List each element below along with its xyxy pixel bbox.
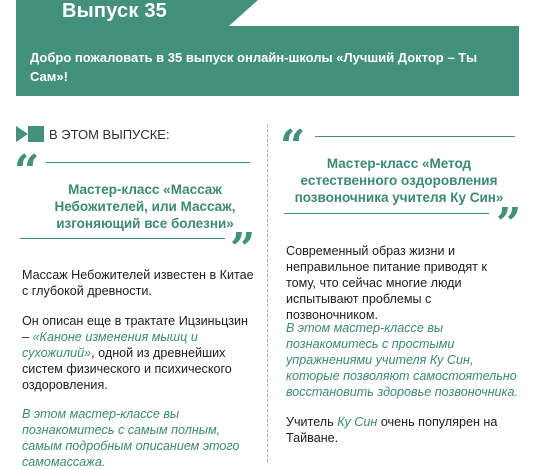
heading-rule-bottom — [20, 238, 225, 239]
welcome-text: Добро пожаловать в 35 выпуск онлайн-школы «Лучший Доктор – Ты Сам»! — [30, 50, 478, 84]
left-article-heading[interactable]: Мастер-класс «Массаж Небожителей, или Массаж, изгоняющий все болезни» — [54, 182, 236, 231]
left-paragraph-2 — [22, 313, 258, 393]
open-quote-icon: “ — [14, 146, 40, 197]
book-title: «Каноне изменения мышц и сухожилий» — [22, 330, 198, 360]
right-paragraph-2: В этом мастер-классе вы познакомитесь с простыми упражнениями учителя Ку Син, которые позволяют самостоятельно восстановить здоровье позвоночника. — [286, 321, 518, 399]
right-p3-text-before: Учитель — [286, 415, 338, 429]
teacher-name: Ку Син — [337, 415, 378, 429]
left-p2-text-after: , одной из древнейших систем физического и психического оздоровления. — [22, 346, 232, 392]
tag-bar — [28, 126, 44, 142]
heading-rule-bottom — [284, 213, 489, 214]
issue-title: Выпуск 35 — [62, 0, 167, 22]
right-article-heading[interactable]: Мастер-класс «Метод естественного оздоровления позвоночника учителя Ку Син» — [294, 156, 504, 205]
left-paragraph-1: Массаж Небожителей известен в Китае с глубокой древности. — [22, 268, 254, 298]
left-p2-text-before: Он описан еще в трактате Ицзиньцзин – — [22, 314, 248, 344]
open-quote-icon: “ — [280, 121, 306, 172]
heading-rule-top — [315, 136, 515, 137]
close-quote-icon: ” — [230, 224, 256, 275]
welcome-banner — [16, 26, 519, 96]
tag-arrow-icon — [16, 126, 28, 142]
section-tag-label: В ЭТОМ ВЫПУСКЕ: — [49, 127, 170, 142]
right-paragraph-1: Современный образ жизни и неправильное питание приводят к тому, что сейчас многие люди испытывают проблемы с позвоночником. — [286, 244, 487, 322]
left-paragraph-3: В этом мастер-классе вы познакомитесь с самым полным, самым подробным описанием этого самомассажа. — [22, 407, 240, 469]
heading-rule-top — [46, 162, 250, 163]
right-paragraph-3 — [286, 414, 520, 446]
column-divider — [267, 124, 268, 462]
right-p3-text-after: очень популярен на Тайване. — [286, 415, 498, 445]
close-quote-icon: ” — [496, 199, 522, 250]
